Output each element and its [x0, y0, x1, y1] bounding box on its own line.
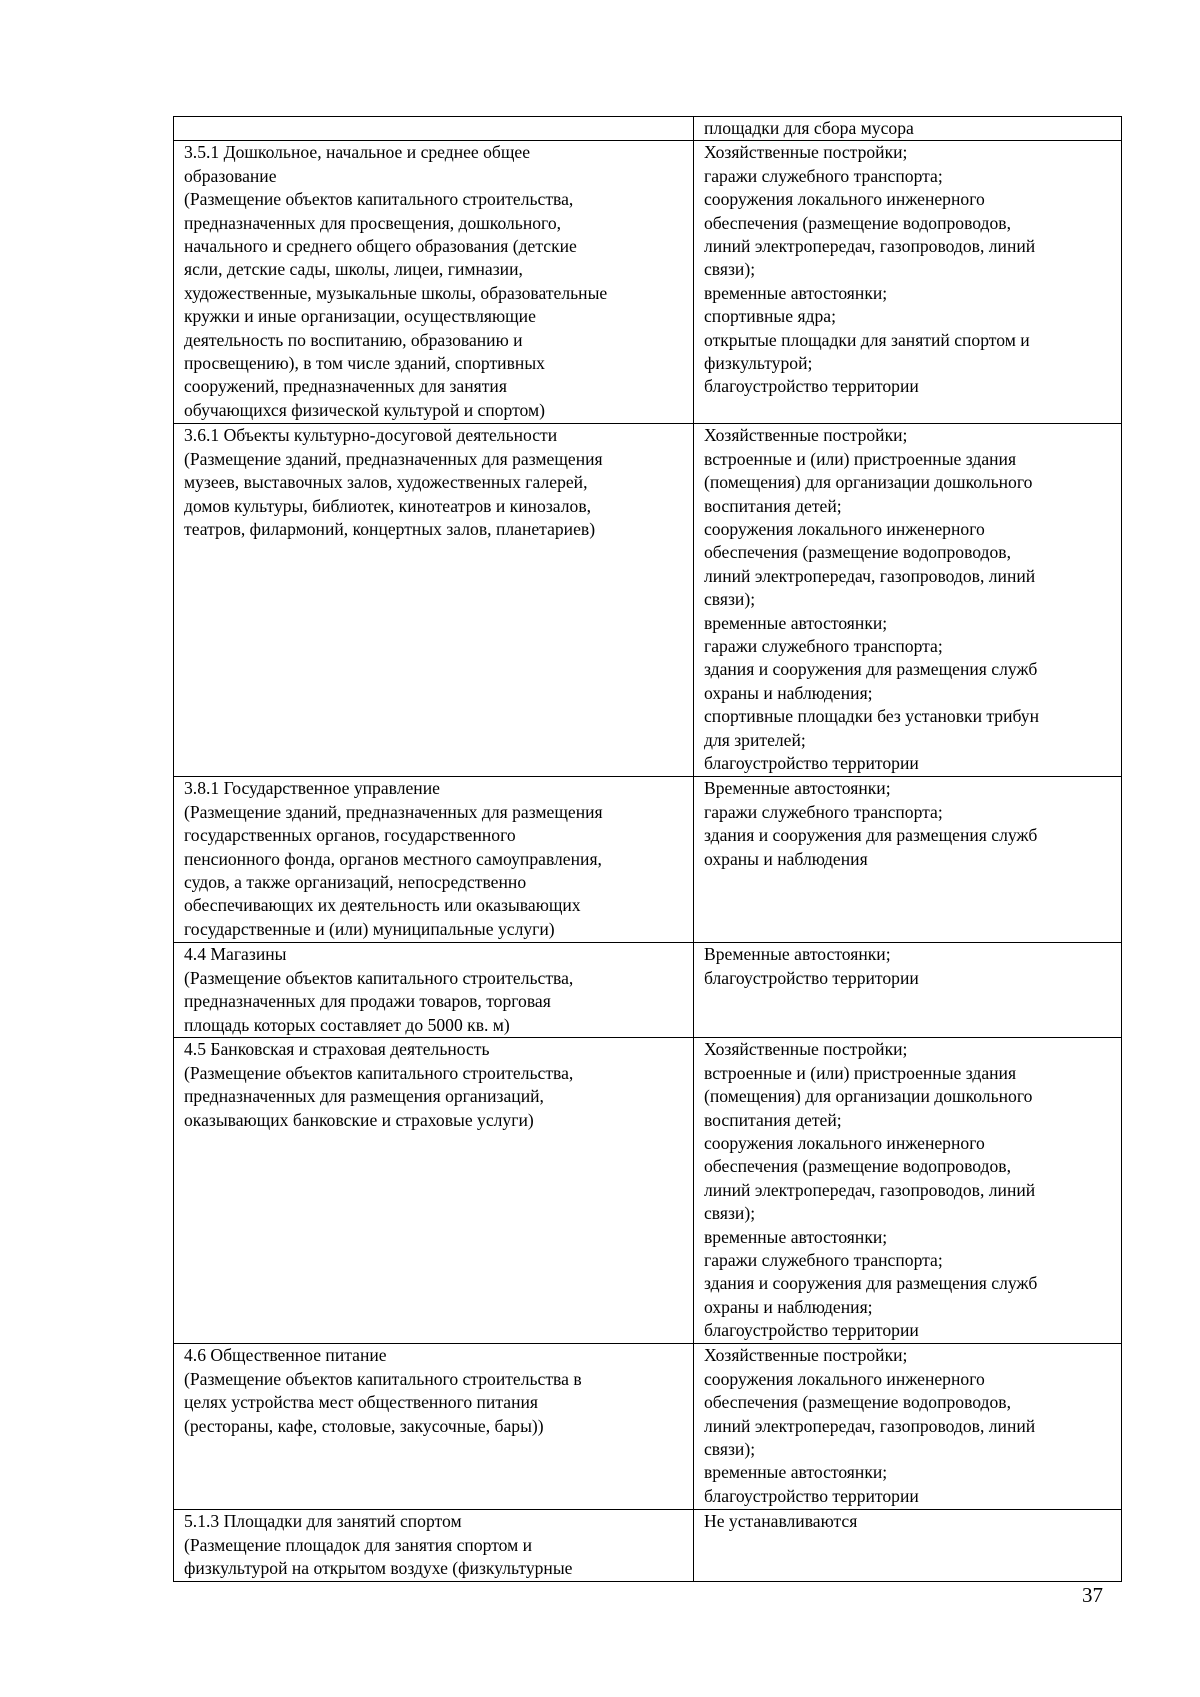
- table-cell-use-type: 4.6 Общественное питание (Размещение объектов капитального строительства в целях устройства мест общественного питания (рестораны, кафе, столовые, закусочные, бары)): [174, 1344, 694, 1510]
- table-cell-auxiliary-uses: Временные автостоянки; благоустройство территории: [694, 943, 1122, 1038]
- table-cell-auxiliary-uses: Не устанавливаются: [694, 1510, 1122, 1581]
- land-use-table: [173, 116, 1122, 1582]
- table-cell-use-type: 4.4 Магазины (Размещение объектов капитального строительства, предназначенных для продажи товаров, торговая площадь которых составляет до 5000 кв. м): [174, 943, 694, 1038]
- page-number: 37: [1082, 1583, 1103, 1607]
- table-cell-auxiliary-uses: Хозяйственные постройки; сооружения локального инженерного обеспечения (размещение водопроводов, линий электропередач, газопроводов, линий связи); временные автостоянки; благоустройство территории: [694, 1344, 1122, 1510]
- table-cell-auxiliary-uses: Временные автостоянки; гаражи служебного транспорта; здания и сооружения для размещения служб охраны и наблюдения: [694, 777, 1122, 943]
- table-row: [174, 1510, 1122, 1581]
- table-cell-use-type: 3.8.1 Государственное управление (Размещение зданий, предназначенных для размещения государственных органов, государственного пенсионного фонда, органов местного самоуправления, судов, а также организаций, непосредственно обеспечивающих их деятельность или оказывающих государственные и (или) муниципальные услуги): [174, 777, 694, 943]
- table-row: [174, 424, 1122, 777]
- table-row: [174, 943, 1122, 1038]
- table-row: [174, 777, 1122, 943]
- table-row: [174, 1344, 1122, 1510]
- table-cell-auxiliary-uses: Хозяйственные постройки; гаражи служебного транспорта; сооружения локального инженерного обеспечения (размещение водопроводов, линий электропередач, газопроводов, линий связи); временные автостоянки; спортивные ядра; открытые площадки для занятий спортом и физкультурой; благоустройство территории: [694, 141, 1122, 424]
- table-row: [174, 117, 1122, 141]
- table-cell-use-type: 3.6.1 Объекты культурно-досуговой деятельности (Размещение зданий, предназначенных для размещения музеев, выставочных залов, художественных галерей, домов культуры, библиотек, кинотеатров и кинозалов, театров, филармоний, концертных залов, планетариев): [174, 424, 694, 777]
- table-cell-auxiliary-uses: площадки для сбора мусора: [694, 117, 1122, 141]
- table-cell-use-type: 4.5 Банковская и страховая деятельность (Размещение объектов капитального строительства, предназначенных для размещения организаций, оказывающих банковские и страховые услуги): [174, 1038, 694, 1344]
- table-cell-use-type: 5.1.3 Площадки для занятий спортом (Размещение площадок для занятия спортом и физкультурой на открытом воздухе (физкультурные: [174, 1510, 694, 1581]
- table-cell-use-type: 3.5.1 Дошкольное, начальное и среднее общее образование (Размещение объектов капитального строительства, предназначенных для просвещения, дошкольного, начального и среднего общего образования (детские ясли, детские сады, школы, лицеи, гимназии, художественные, музыкальные школы, образовательные кружки и иные организации, осуществляющие деятельность по воспитанию, образованию и просвещению), в том числе зданий, спортивных сооружений, предназначенных для занятия обучающихся физической культурой и спортом): [174, 141, 694, 424]
- table-cell-auxiliary-uses: Хозяйственные постройки; встроенные и (или) пристроенные здания (помещения) для организации дошкольного воспитания детей; сооружения локального инженерного обеспечения (размещение водопроводов, линий электропередач, газопроводов, линий связи); временные автостоянки; гаражи служебного транспорта; здания и сооружения для размещения служб охраны и наблюдения; спортивные площадки без установки трибун для зрителей; благоустройство территории: [694, 424, 1122, 777]
- table-cell-use-type: [174, 117, 694, 141]
- table-row: [174, 141, 1122, 424]
- table-row: [174, 1038, 1122, 1344]
- table-cell-auxiliary-uses: Хозяйственные постройки; встроенные и (или) пристроенные здания (помещения) для организации дошкольного воспитания детей; сооружения локального инженерного обеспечения (размещение водопроводов, линий электропередач, газопроводов, линий связи); временные автостоянки; гаражи служебного транспорта; здания и сооружения для размещения служб охраны и наблюдения; благоустройство территории: [694, 1038, 1122, 1344]
